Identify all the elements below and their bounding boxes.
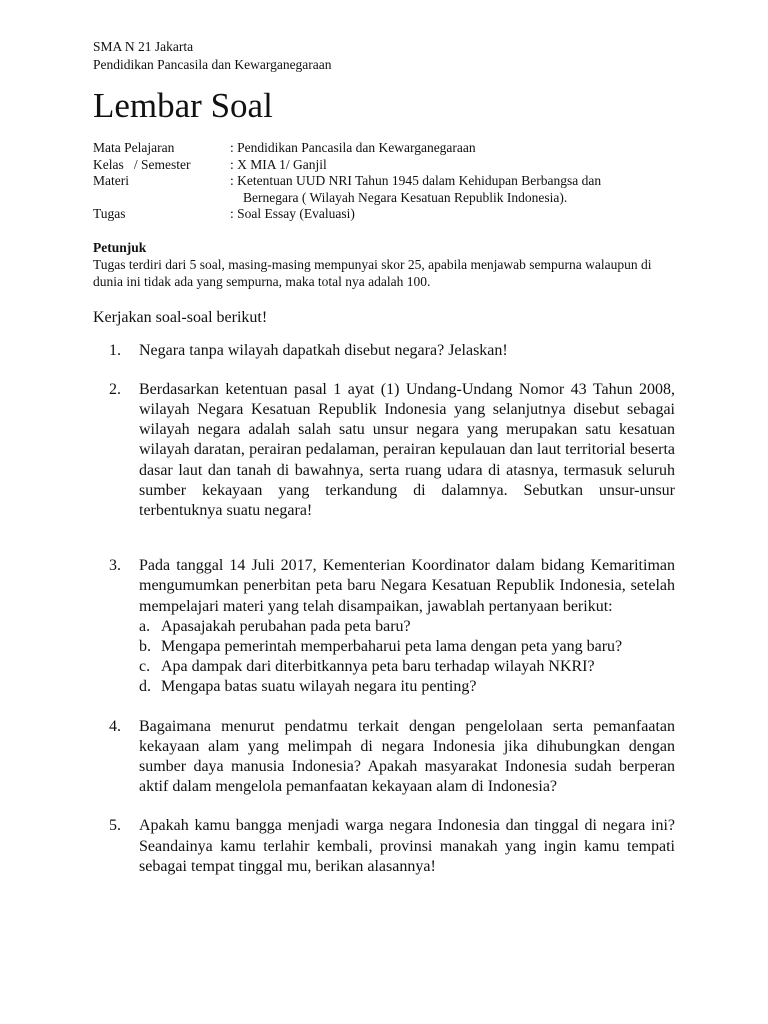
sub-question-label: d. (139, 678, 151, 696)
question-number: 4. (109, 717, 121, 735)
question-text: Pada tanggal 14 Juli 2017, Kementerian Koordinator dalam bidang Kemaritiman mengumumkan penerbitan peta baru Negara Kesatuan Republik Indonesia, setelah mempelajari materi yang telah disampaikan, jawablah pertanyaan berikut: (139, 557, 675, 615)
question-list (93, 341, 675, 877)
meta-value: : Pendidikan Pancasila dan Kewarganegaraan (230, 140, 476, 155)
question-text: Bagaimana menurut pendatmu terkait dengan pengelolaan serta pemanfaatan kekayaan alam yang melimpah di negara Indonesia jika dihubungkan dengan sumber daya manusia Indonesia? Apakah masyarakat Indonesia sudah berperan aktif dalam mengelola pemanfaatan kekayaan alam di Indonesia? (139, 717, 675, 796)
question-text: Berdasarkan ketentuan pasal 1 ayat (1) Undang-Undang Nomor 43 Tahun 2008, wilayah Negara Kesatuan Republik Indonesia yang selanjutnya disebut sebagai wilayah negara adalah salah satu unsur negara yang merupakan satu kesatuan wilayah daratan, perairan pedalaman, perairan kepulauan dan laut territorial beserta dasar laut dan tanah di bawahnya, serta ruang udara di atasnya, termasuk seluruh sumber kekayaan yang terkandung di dalamnya. Sebutkan unsur-unsur terbentuknya suatu negara! (139, 380, 675, 519)
instructions (93, 239, 675, 290)
question-number: 1. (109, 341, 121, 359)
question-number: 3. (109, 557, 121, 575)
sub-question-c (139, 657, 675, 677)
meta-label: Kelas / Semester (93, 156, 191, 172)
meta-row-materi (93, 173, 675, 206)
question-4 (93, 717, 675, 798)
school-name: SMA N 21 Jakarta (93, 39, 194, 54)
meta-value-continued: Bernegara ( Wilayah Negara Kesatuan Republik Indonesia). (243, 189, 568, 205)
meta-value: : Ketentuan UUD NRI Tahun 1945 dalam Kehidupan Berbangsa dan (230, 173, 602, 188)
sub-question-text: Mengapa pemerintah memperbaharui peta lama dengan peta yang baru? (161, 637, 623, 655)
meta-row-kelas (93, 157, 675, 174)
sub-question-text: Apa dampak dari diterbitkannya peta baru terhadap wilayah NKRI? (161, 658, 595, 676)
meta-label: Tugas (93, 206, 126, 221)
meta-value-group (230, 173, 675, 206)
sub-question-text: Mengapa batas suatu wilayah negara itu penting? (161, 678, 477, 696)
question-body (139, 556, 675, 697)
meta-label: Materi (93, 173, 129, 188)
question-number: 2. (109, 380, 121, 398)
sub-question-d (139, 677, 675, 697)
sub-question-label: b. (139, 637, 151, 655)
document-page (93, 38, 675, 877)
sub-question-text: Apasajakah perubahan pada peta baru? (161, 617, 411, 635)
meta-value: : X MIA 1/ Ganjil (230, 156, 327, 172)
subject-name: Pendidikan Pancasila dan Kewarganegaraan (93, 57, 332, 72)
question-3 (93, 556, 675, 697)
question-text: Apakah kamu bangga menjadi warga negara Indonesia dan tinggal di negara ini? Seandainya kamu terlahir kembali, provinsi manakah yang ingin kamu tempati sebagai tempat tinggal mu, berikan alasannya! (139, 817, 675, 875)
meta-row-tugas (93, 206, 675, 223)
sub-question-label: c. (139, 658, 151, 676)
question-1 (93, 341, 675, 361)
sub-question-a (139, 617, 675, 637)
meta-value: : Soal Essay (Evaluasi) (230, 206, 355, 221)
sub-question-label: a. (139, 617, 151, 635)
question-text: Negara tanpa wilayah dapatkah disebut negara? Jelaskan! (139, 341, 508, 359)
sub-question-b (139, 637, 675, 657)
meta-table (93, 140, 675, 223)
question-5 (93, 816, 675, 877)
meta-label: Mata Pelajaran (93, 140, 175, 155)
question-number: 5. (109, 817, 121, 835)
instructions-title: Petunjuk (93, 239, 147, 255)
meta-row-mata-pelajaran (93, 140, 675, 157)
question-2 (93, 380, 675, 521)
instructions-text: Tugas terdiri dari 5 soal, masing-masing mempunyai skor 25, apabila menjawab sempurna walaupun di dunia ini tidak ada yang sempurna, maka total nya adalah 100. (93, 256, 652, 289)
lead-text: Kerjakan soal-soal berikut! (93, 308, 268, 326)
page-title: Lembar Soal (93, 86, 273, 125)
